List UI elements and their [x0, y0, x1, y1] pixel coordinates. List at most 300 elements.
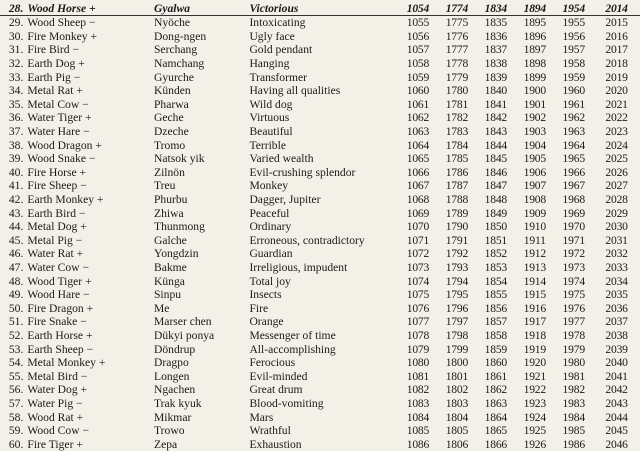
tibetan-name: Treu — [153, 179, 176, 193]
year-cell: 1913 — [523, 260, 546, 274]
tibetan-name: Namchang — [153, 57, 205, 71]
tibetan-name: Tromo — [153, 138, 186, 152]
year-cell: 1783 — [445, 125, 469, 139]
year-cell: 1922 — [523, 383, 546, 397]
year-cell: 1863 — [484, 396, 508, 410]
element-animal: Fire Horse + — [27, 165, 87, 179]
year-cell: 2014 — [605, 2, 628, 15]
tibetan-name: Trowo — [153, 424, 185, 438]
year-cell: 1785 — [445, 152, 469, 166]
year-cell: 1905 — [523, 152, 546, 166]
element-animal: Earth Horse + — [27, 328, 93, 342]
year-cell: 1786 — [445, 165, 469, 179]
year-cell: 1904 — [523, 138, 546, 152]
row-number: 43. — [8, 206, 24, 220]
meaning: Evil-crushing splendor — [249, 165, 356, 179]
element-animal: Fire Tiger + — [27, 437, 83, 451]
year-cell: 1790 — [445, 220, 469, 234]
year-cell: 1899 — [523, 70, 546, 84]
row-number: 51. — [8, 315, 24, 329]
row-number: 41. — [8, 179, 24, 193]
year-cell: 1974 — [562, 274, 585, 288]
year-cell: 1914 — [523, 274, 546, 288]
element-animal: Water Tiger + — [27, 111, 92, 125]
year-cell: 1907 — [523, 179, 546, 193]
tibetan-name: Dragpo — [153, 356, 189, 370]
tibetan-name: Mikmar — [153, 410, 192, 424]
year-cell: 2045 — [605, 424, 628, 438]
year-cell: 2030 — [605, 220, 628, 234]
year-cell: 1084 — [406, 410, 430, 424]
year-cell: 1800 — [445, 356, 469, 370]
year-cell: 1971 — [562, 233, 585, 247]
year-cell: 1787 — [445, 179, 469, 193]
year-cell: 1860 — [484, 356, 508, 370]
row-number: 31. — [8, 43, 24, 57]
year-cell: 1060 — [406, 84, 430, 98]
year-cell: 2021 — [605, 97, 628, 111]
element-animal: Wood Hare − — [27, 288, 90, 302]
element-animal: Wood Dragon + — [27, 138, 102, 152]
table-row — [0, 301, 640, 315]
year-cell: 1983 — [562, 396, 585, 410]
year-cell: 2040 — [605, 356, 628, 370]
row-number: 45. — [8, 233, 24, 247]
year-cell: 1897 — [523, 43, 546, 57]
year-cell: 1980 — [562, 356, 585, 370]
meaning: Wild dog — [249, 97, 293, 111]
table-row — [0, 397, 640, 411]
year-cell: 1073 — [406, 260, 430, 274]
year-cell: 1906 — [523, 165, 546, 179]
year-cell: 1920 — [523, 356, 546, 370]
row-number: 46. — [8, 247, 24, 261]
year-cell: 1976 — [562, 301, 585, 315]
year-cell: 1896 — [523, 29, 546, 43]
year-cell: 1067 — [406, 179, 430, 193]
year-cell: 1957 — [562, 43, 585, 57]
table-row — [0, 342, 640, 356]
year-cell: 1865 — [484, 424, 508, 438]
year-cell: 2034 — [605, 274, 628, 288]
year-cell: 2031 — [605, 233, 628, 247]
year-cell: 1895 — [523, 16, 546, 30]
year-cell: 2032 — [605, 247, 628, 261]
year-cell: 2023 — [605, 125, 628, 139]
tibetan-name: Künden — [153, 84, 191, 98]
year-cell: 1801 — [445, 369, 469, 383]
table-row — [0, 125, 640, 139]
meaning: Virtuous — [249, 111, 290, 125]
year-cell: 1966 — [562, 165, 585, 179]
year-cell: 1774 — [445, 2, 469, 15]
year-cell: 1849 — [484, 206, 508, 220]
tibetan-name: Serchang — [153, 43, 198, 57]
year-cell: 1845 — [484, 152, 508, 166]
tibetan-name: Döndrup — [153, 342, 196, 356]
row-number: 32. — [8, 57, 24, 71]
year-cell: 1970 — [562, 220, 585, 234]
element-animal: Wood Cow − — [27, 424, 90, 438]
tibetan-name: Dükyi ponya — [153, 328, 215, 342]
row-number: 37. — [8, 125, 24, 139]
tibetan-name: Zhiwa — [153, 206, 184, 220]
year-cell: 1977 — [562, 315, 585, 329]
table-row — [0, 16, 640, 30]
year-cell: 1978 — [562, 328, 585, 342]
year-cell: 1921 — [523, 369, 546, 383]
year-cell: 1793 — [445, 260, 469, 274]
year-cell: 1806 — [445, 437, 469, 451]
table-row — [0, 84, 640, 98]
year-cell: 1083 — [406, 396, 430, 410]
element-animal: Earth Bird − — [27, 206, 86, 220]
year-cell: 2029 — [605, 206, 628, 220]
row-number: 34. — [8, 84, 24, 98]
meaning: Great drum — [249, 383, 303, 397]
year-cell: 1834 — [484, 2, 508, 15]
year-cell: 1851 — [484, 233, 508, 247]
year-cell: 1858 — [484, 328, 508, 342]
element-animal: Wood Rat + — [27, 410, 84, 424]
tibetan-name: Geche — [153, 111, 184, 125]
tibetan-name: Zepa — [153, 437, 178, 451]
row-number: 39. — [8, 152, 24, 166]
year-cell: 1784 — [445, 138, 469, 152]
year-cell: 1912 — [523, 247, 546, 261]
element-animal: Metal Dog + — [27, 220, 87, 234]
tibetan-name: Pharwa — [153, 97, 189, 111]
year-cell: 1915 — [523, 288, 546, 302]
row-number: 44. — [8, 220, 24, 234]
meaning: Mars — [249, 410, 274, 424]
year-cell: 1778 — [445, 57, 469, 71]
table-row — [0, 220, 640, 234]
row-number: 30. — [8, 29, 24, 43]
year-cell: 1973 — [562, 260, 585, 274]
table-row — [0, 70, 640, 84]
year-cell: 1923 — [523, 396, 546, 410]
table-row — [0, 424, 640, 438]
element-animal: Water Rat + — [27, 247, 84, 261]
tibetan-name: Nyöche — [153, 16, 191, 30]
year-cell: 1984 — [562, 410, 585, 424]
year-cell: 2039 — [605, 342, 628, 356]
year-cell: 1862 — [484, 383, 508, 397]
year-cell: 1781 — [445, 97, 469, 111]
year-cell: 1848 — [484, 193, 508, 207]
year-cell: 1802 — [445, 383, 469, 397]
year-cell: 1068 — [406, 193, 430, 207]
year-cell: 2028 — [605, 193, 628, 207]
year-cell: 1963 — [562, 125, 585, 139]
year-cell: 1866 — [484, 437, 508, 451]
meaning: Blood-vomiting — [249, 396, 324, 410]
header-row — [0, 2, 640, 16]
table-row — [0, 138, 640, 152]
year-cell: 1961 — [562, 97, 585, 111]
meaning: Evil-minded — [249, 369, 308, 383]
year-cell: 1798 — [445, 328, 469, 342]
year-cell: 2043 — [605, 396, 628, 410]
year-cell: 1861 — [484, 369, 508, 383]
table-row — [0, 329, 640, 343]
year-cell: 1967 — [562, 179, 585, 193]
year-cell: 1859 — [484, 342, 508, 356]
meaning: Terrible — [249, 138, 286, 152]
year-cell: 1799 — [445, 342, 469, 356]
year-cell: 1969 — [562, 206, 585, 220]
element-animal: Metal Monkey + — [27, 356, 106, 370]
year-cell: 1835 — [484, 16, 508, 30]
year-cell: 1085 — [406, 424, 430, 438]
element-animal: Fire Monkey + — [27, 29, 98, 43]
year-cell: 1057 — [406, 43, 430, 57]
meaning: Dagger, Jupiter — [249, 193, 321, 207]
row-number: 36. — [8, 111, 24, 125]
year-cell: 1841 — [484, 97, 508, 111]
element-animal: Water Pig − — [27, 396, 83, 410]
meaning: Intoxicating — [249, 16, 306, 30]
year-cell: 1916 — [523, 301, 546, 315]
row-number: 55. — [8, 369, 24, 383]
year-cell: 1908 — [523, 193, 546, 207]
tibetan-name: Dzeche — [153, 125, 189, 139]
row-number: 53. — [8, 342, 24, 356]
year-cell: 1840 — [484, 84, 508, 98]
year-cell: 1925 — [523, 424, 546, 438]
year-cell: 1075 — [406, 288, 430, 302]
row-number: 33. — [8, 70, 24, 84]
row-number: 57. — [8, 396, 24, 410]
year-cell: 1058 — [406, 57, 430, 71]
element-animal: Fire Sheep − — [27, 179, 87, 193]
year-cell: 2026 — [605, 165, 628, 179]
year-cell: 1055 — [406, 16, 430, 30]
meaning: Messenger of time — [249, 328, 336, 342]
element-animal: Water Hare − — [27, 125, 90, 139]
year-cell: 1077 — [406, 315, 430, 329]
year-cell: 1836 — [484, 29, 508, 43]
element-animal: Fire Bird − — [27, 43, 79, 57]
year-cell: 1965 — [562, 152, 585, 166]
year-cell: 1894 — [523, 2, 546, 15]
year-cell: 1960 — [562, 84, 585, 98]
element-animal: Earth Sheep − — [27, 342, 94, 356]
year-cell: 1775 — [445, 16, 469, 30]
meaning: Exhaustion — [249, 437, 302, 451]
year-cell: 2018 — [605, 57, 628, 71]
table-row — [0, 261, 640, 275]
year-cell: 1086 — [406, 437, 430, 451]
year-cell: 2024 — [605, 138, 628, 152]
row-number: 54. — [8, 356, 24, 370]
meaning: Gold pendant — [249, 43, 313, 57]
year-cell: 2022 — [605, 111, 628, 125]
year-cell: 1956 — [562, 29, 585, 43]
year-cell: 2036 — [605, 301, 628, 315]
table-row — [0, 57, 640, 71]
meaning: Having all qualities — [249, 84, 341, 98]
year-cell: 2015 — [605, 16, 628, 30]
year-cell: 1061 — [406, 97, 430, 111]
year-cell: 1898 — [523, 57, 546, 71]
meaning: Irreligious, impudent — [249, 260, 348, 274]
year-cell: 2038 — [605, 328, 628, 342]
table-row — [0, 234, 640, 248]
year-cell: 1838 — [484, 57, 508, 71]
year-cell: 1780 — [445, 84, 469, 98]
year-cell: 1082 — [406, 383, 430, 397]
tibetan-name: Gyurche — [153, 70, 194, 84]
year-cell: 1901 — [523, 97, 546, 111]
year-cell: 1064 — [406, 138, 430, 152]
tibetan-name: Ngachen — [153, 383, 196, 397]
table-row — [0, 315, 640, 329]
meaning: Varied wealth — [249, 152, 314, 166]
table-row — [0, 206, 640, 220]
table-row — [0, 98, 640, 112]
year-cell: 1962 — [562, 111, 585, 125]
tibetan-name: Zilnön — [153, 165, 185, 179]
tibetan-name: Künga — [153, 274, 185, 288]
year-cell: 1924 — [523, 410, 546, 424]
table-row — [0, 383, 640, 397]
meaning: Orange — [249, 315, 284, 329]
year-cell: 1982 — [562, 383, 585, 397]
year-cell: 1852 — [484, 247, 508, 261]
row-number: 42. — [8, 193, 24, 207]
year-cell: 1782 — [445, 111, 469, 125]
year-cell: 2019 — [605, 70, 628, 84]
year-cell: 1069 — [406, 206, 430, 220]
row-number: 56. — [8, 383, 24, 397]
year-cell: 1847 — [484, 179, 508, 193]
table-row — [0, 356, 640, 370]
table-row — [0, 193, 640, 207]
table-body — [0, 16, 640, 451]
year-cell: 1066 — [406, 165, 430, 179]
year-cell: 1959 — [562, 70, 585, 84]
year-cell: 1903 — [523, 125, 546, 139]
element-animal: Fire Dragon + — [27, 301, 94, 315]
table-row — [0, 152, 640, 166]
element-animal: Water Dog + — [27, 383, 88, 397]
element-animal: Water Cow − — [27, 260, 90, 274]
element-animal: Metal Pig − — [27, 233, 83, 247]
meaning: Wrathful — [249, 424, 291, 438]
year-cell: 1081 — [406, 369, 430, 383]
row-number: 29. — [8, 16, 24, 30]
element-animal: Wood Snake − — [27, 152, 96, 166]
tibetan-name: Gyalwa — [153, 2, 191, 15]
year-cell: 1777 — [445, 43, 469, 57]
year-cell: 1842 — [484, 111, 508, 125]
year-cell: 1837 — [484, 43, 508, 57]
year-cell: 1917 — [523, 315, 546, 329]
meaning: Fire — [249, 301, 269, 315]
year-cell: 1979 — [562, 342, 585, 356]
year-cell: 1856 — [484, 301, 508, 315]
year-cell: 1788 — [445, 193, 469, 207]
year-cell: 2037 — [605, 315, 628, 329]
element-animal: Wood Tiger + — [27, 274, 92, 288]
year-cell: 2046 — [605, 437, 628, 451]
meaning: Guardian — [249, 247, 293, 261]
year-cell: 1779 — [445, 70, 469, 84]
year-cell: 1850 — [484, 220, 508, 234]
year-cell: 1803 — [445, 396, 469, 410]
row-number: 60. — [8, 437, 24, 451]
year-cell: 1797 — [445, 315, 469, 329]
tibetan-name: Longen — [153, 369, 190, 383]
table-row — [0, 410, 640, 424]
year-cell: 1954 — [562, 2, 585, 15]
meaning: Hanging — [249, 57, 290, 71]
year-cell: 1789 — [445, 206, 469, 220]
table-row — [0, 30, 640, 44]
year-cell: 1958 — [562, 57, 585, 71]
year-cell: 1864 — [484, 410, 508, 424]
tibetan-name: Thunmong — [153, 220, 205, 234]
year-cell: 1805 — [445, 424, 469, 438]
year-cell: 1972 — [562, 247, 585, 261]
year-cell: 2041 — [605, 369, 628, 383]
tibetan-name: Sinpu — [153, 288, 182, 302]
element-animal: Earth Pig − — [27, 70, 81, 84]
row-number: 35. — [8, 97, 24, 111]
tibetan-name: Dong-ngen — [153, 29, 207, 43]
year-cell: 1776 — [445, 29, 469, 43]
meaning: Beautiful — [249, 125, 293, 139]
meaning: Ordinary — [249, 220, 292, 234]
element-animal: Earth Monkey + — [27, 193, 104, 207]
year-cell: 2020 — [605, 84, 628, 98]
year-cell: 1968 — [562, 193, 585, 207]
meaning: Insects — [249, 288, 282, 302]
tibetan-name: Marser chen — [153, 315, 212, 329]
year-cell: 1843 — [484, 125, 508, 139]
year-cell: 1911 — [523, 233, 546, 247]
year-cell: 1804 — [445, 410, 469, 424]
year-cell: 1918 — [523, 328, 546, 342]
row-number: 52. — [8, 328, 24, 342]
year-cell: 1955 — [562, 16, 585, 30]
row-number: 49. — [8, 288, 24, 302]
year-cell: 1839 — [484, 70, 508, 84]
year-cell: 1985 — [562, 424, 585, 438]
year-cell: 1063 — [406, 125, 430, 139]
year-cell: 1981 — [562, 369, 585, 383]
year-cell: 1846 — [484, 165, 508, 179]
year-cell: 1080 — [406, 356, 430, 370]
year-cell: 1902 — [523, 111, 546, 125]
year-cell: 1079 — [406, 342, 430, 356]
year-cell: 2016 — [605, 29, 628, 43]
year-cell: 1792 — [445, 247, 469, 261]
year-cell: 1855 — [484, 288, 508, 302]
row-number: 50. — [8, 301, 24, 315]
year-cell: 1054 — [406, 2, 430, 15]
year-cell: 1078 — [406, 328, 430, 342]
year-cell: 1910 — [523, 220, 546, 234]
table-row — [0, 274, 640, 288]
year-cell: 2033 — [605, 260, 628, 274]
year-cell: 2027 — [605, 179, 628, 193]
meaning: Ugly face — [249, 29, 295, 43]
row-number: 59. — [8, 424, 24, 438]
element-animal: Metal Cow − — [27, 97, 89, 111]
